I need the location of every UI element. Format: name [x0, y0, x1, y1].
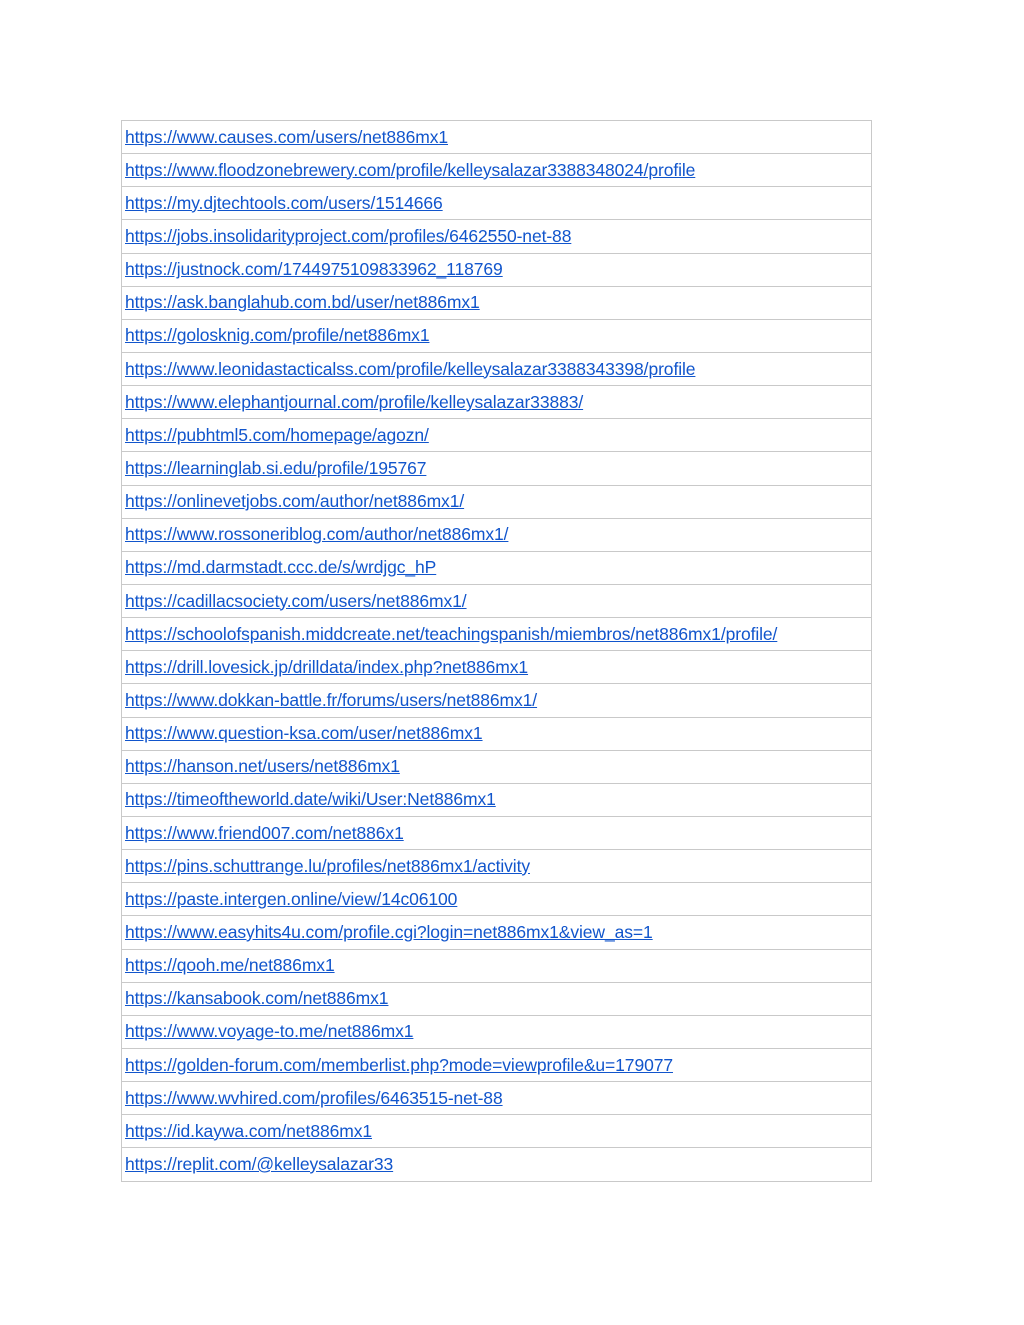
table-row — [122, 1115, 872, 1148]
table-cell — [122, 1082, 872, 1115]
table-cell — [122, 386, 872, 419]
profile-link[interactable]: https://replit.com/@kelleysalazar33 — [125, 1153, 394, 1174]
table-row — [122, 750, 872, 783]
table-cell — [122, 717, 872, 750]
table-cell — [122, 485, 872, 518]
table-row — [122, 1015, 872, 1048]
profile-link[interactable]: https://learninglab.si.edu/profile/195767 — [125, 457, 427, 478]
profile-link[interactable]: https://schoolofspanish.middcreate.net/teachingspanish/miembros/net886mx1/profile/ — [125, 623, 778, 644]
table-row — [122, 816, 872, 849]
table-row — [122, 651, 872, 684]
table-cell — [122, 220, 872, 253]
table-cell — [122, 618, 872, 651]
profile-link[interactable]: https://www.easyhits4u.com/profile.cgi?login=net886mx1&view_as=1 — [125, 921, 653, 942]
table-cell — [122, 684, 872, 717]
profile-link[interactable]: https://www.dokkan-battle.fr/forums/users/net886mx1/ — [125, 689, 538, 710]
table-row — [122, 187, 872, 220]
profile-link[interactable]: https://id.kaywa.com/net886mx1 — [125, 1120, 372, 1141]
table-cell — [122, 253, 872, 286]
profile-link[interactable]: https://pins.schuttrange.lu/profiles/net886mx1/activity — [125, 855, 530, 876]
table-cell — [122, 1115, 872, 1148]
table-cell — [122, 949, 872, 982]
table-row — [122, 253, 872, 286]
profile-link[interactable]: https://pubhtml5.com/homepage/agozn/ — [125, 424, 429, 445]
profile-link[interactable]: https://golden-forum.com/memberlist.php?mode=viewprofile&u=179077 — [125, 1054, 673, 1075]
table-row — [122, 783, 872, 816]
table-row — [122, 584, 872, 617]
table-cell — [122, 982, 872, 1015]
profile-link[interactable]: https://ask.banglahub.com.bd/user/net886mx1 — [125, 292, 480, 313]
profile-link[interactable]: https://jobs.insolidarityproject.com/profiles/6462550-net-88 — [125, 225, 572, 246]
profile-link[interactable]: https://onlinevetjobs.com/author/net886mx1/ — [125, 491, 465, 512]
table-cell — [122, 816, 872, 849]
table-row — [122, 154, 872, 187]
table-row — [122, 518, 872, 551]
table-row — [122, 452, 872, 485]
profile-link[interactable]: https://www.elephantjournal.com/profile/kelleysalazar33883/ — [125, 391, 584, 412]
table-row — [122, 286, 872, 319]
table-cell — [122, 916, 872, 949]
table-row — [122, 883, 872, 916]
profile-link[interactable]: https://justnock.com/1744975109833962_118769 — [125, 259, 503, 280]
table-row — [122, 1148, 872, 1181]
table-cell — [122, 750, 872, 783]
table-cell — [122, 352, 872, 385]
table-cell — [122, 883, 872, 916]
table-cell — [122, 584, 872, 617]
profile-link[interactable]: https://paste.intergen.online/view/14c06100 — [125, 888, 458, 909]
table-cell — [122, 1048, 872, 1081]
table-row — [122, 684, 872, 717]
table-cell — [122, 551, 872, 584]
table-row — [122, 850, 872, 883]
table-row — [122, 352, 872, 385]
profile-link[interactable]: https://www.voyage-to.me/net886mx1 — [125, 1021, 414, 1042]
table-row — [122, 618, 872, 651]
table-row — [122, 717, 872, 750]
profile-link[interactable]: https://kansabook.com/net886mx1 — [125, 988, 389, 1009]
table-cell — [122, 783, 872, 816]
profile-link[interactable]: https://my.djtechtools.com/users/1514666 — [125, 192, 443, 213]
table-row — [122, 949, 872, 982]
profile-link[interactable]: https://www.leonidastacticalss.com/profile/kelleysalazar3388343398/profile — [125, 358, 696, 379]
profile-link[interactable]: https://md.darmstadt.ccc.de/s/wrdjgc_hP — [125, 557, 437, 578]
table-row — [122, 1048, 872, 1081]
table-row — [122, 916, 872, 949]
profile-link[interactable]: https://golosknig.com/profile/net886mx1 — [125, 325, 430, 346]
table-row — [122, 220, 872, 253]
profile-link[interactable]: https://www.rossoneriblog.com/author/net886mx1/ — [125, 524, 509, 545]
table-cell — [122, 850, 872, 883]
table-row — [122, 485, 872, 518]
profile-link[interactable]: https://www.wvhired.com/profiles/6463515-net-88 — [125, 1087, 503, 1108]
table-row — [122, 982, 872, 1015]
link-table-body — [122, 121, 872, 1182]
profile-link[interactable]: https://drill.lovesick.jp/drilldata/index.php?net886mx1 — [125, 656, 529, 677]
table-row — [122, 319, 872, 352]
profile-link[interactable]: https://www.question-ksa.com/user/net886mx1 — [125, 723, 483, 744]
profile-link[interactable]: https://www.causes.com/users/net886mx1 — [125, 126, 449, 147]
profile-link[interactable]: https://hanson.net/users/net886mx1 — [125, 756, 400, 777]
table-cell — [122, 1148, 872, 1181]
profile-link[interactable]: https://cadillacsociety.com/users/net886mx1/ — [125, 590, 467, 611]
table-cell — [122, 1015, 872, 1048]
table-cell — [122, 419, 872, 452]
profile-link[interactable]: https://qooh.me/net886mx1 — [125, 955, 335, 976]
table-row — [122, 1082, 872, 1115]
table-cell — [122, 518, 872, 551]
table-cell — [122, 452, 872, 485]
table-row — [122, 386, 872, 419]
table-row — [122, 121, 872, 154]
table-cell — [122, 319, 872, 352]
table-cell — [122, 651, 872, 684]
table-cell — [122, 121, 872, 154]
profile-link[interactable]: https://timeoftheworld.date/wiki/User:Net886mx1 — [125, 789, 496, 810]
link-table — [121, 120, 872, 1182]
profile-link[interactable]: https://www.floodzonebrewery.com/profile/kelleysalazar3388348024/profile — [125, 159, 696, 180]
profile-link[interactable]: https://www.friend007.com/net886x1 — [125, 822, 404, 843]
table-cell — [122, 286, 872, 319]
table-cell — [122, 154, 872, 187]
table-row — [122, 419, 872, 452]
table-cell — [122, 187, 872, 220]
table-row — [122, 551, 872, 584]
